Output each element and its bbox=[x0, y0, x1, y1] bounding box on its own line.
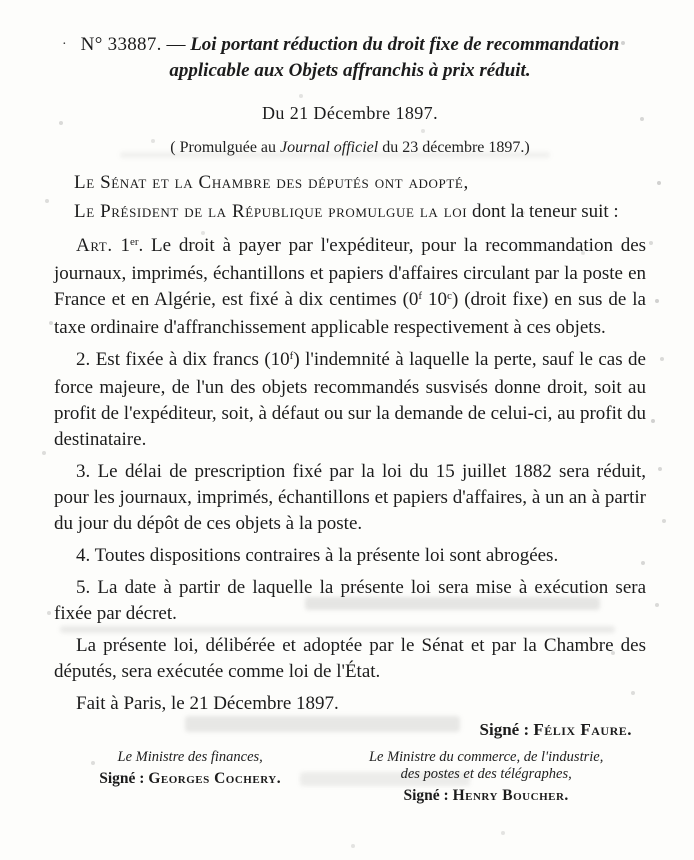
article-1-period: . bbox=[138, 235, 152, 256]
article-1-body-c: ) (droit fixe) en sus de la taxe ordinaire d'affranchissement applicable respectivement à ces objets. bbox=[54, 289, 646, 338]
law-headline-line2 bbox=[54, 58, 646, 84]
article-3-number: 3. bbox=[76, 461, 98, 482]
margin-dot: · bbox=[62, 37, 67, 52]
finance-minister-title: Le Ministre des finances, bbox=[117, 749, 263, 765]
president-name: Félix Faure. bbox=[533, 720, 632, 739]
law-title-line2: applicable aux Objets affranchis à prix réduit. bbox=[169, 60, 531, 81]
headline-separator: — bbox=[161, 34, 191, 55]
ministers-signature-block bbox=[54, 749, 646, 806]
article-1-body-a: Le droit à payer par l'expéditeur, pour la recommandation des journaux, imprimés, échantillons et papiers d'affaires circulant par la poste en France et en Algérie, est fixé à dix centimes (0 bbox=[54, 235, 647, 310]
law-headline bbox=[54, 32, 646, 84]
article-3-paragraph bbox=[54, 459, 646, 537]
commerce-minister-name: Henry Boucher. bbox=[452, 787, 569, 804]
article-2-body-b: ) l'indemnité à laquelle la perte, sauf le cas de force majeure, de l'un des objets recommandés susvisés donne droit, soit au profit de l'expéditeur, soit, à défaut ou sur la demande de celui-ci, au profit du destinataire. bbox=[54, 349, 646, 450]
article-1-ordinal-superscript: er bbox=[129, 236, 139, 248]
commerce-minister-signature bbox=[326, 749, 646, 806]
president-signature bbox=[54, 719, 646, 741]
article-4-paragraph bbox=[54, 543, 646, 569]
centime-superscript: c bbox=[447, 290, 452, 302]
promulgation-note bbox=[54, 138, 646, 158]
closing-paragraph: La présente loi, délibérée et adoptée par le Sénat et par la Chambre des députés, sera exécutée comme loi de l'État. bbox=[54, 635, 646, 682]
article-5-paragraph bbox=[54, 575, 646, 627]
finance-minister-signed-line bbox=[54, 769, 326, 789]
document-content bbox=[54, 32, 646, 806]
commerce-minister-signed-line bbox=[326, 786, 646, 806]
article-1-paragraph bbox=[54, 233, 646, 341]
journal-officiel-reference: Journal officiel bbox=[280, 139, 379, 156]
article-2-body-a: Est fixée à dix francs (10 bbox=[95, 349, 290, 370]
article-2-number: 2. bbox=[76, 349, 96, 370]
signed-label: Signé : bbox=[403, 787, 453, 804]
franc-superscript: f bbox=[418, 290, 423, 302]
law-date: Du 21 Décembre 1897. bbox=[262, 103, 438, 123]
scan-speckle-noise bbox=[0, 0, 2, 2]
adoption-text: Le Sénat et la Chambre des députés ont adopté, bbox=[74, 172, 469, 193]
law-number: N° 33887. bbox=[80, 34, 162, 55]
promulgation-formula bbox=[54, 199, 646, 225]
promulgation-formula-smallcaps: Le Président de la République promulgue la loi bbox=[74, 201, 468, 222]
adoption-line bbox=[54, 170, 646, 195]
franc-superscript: f bbox=[289, 350, 294, 362]
article-5-number: 5. bbox=[76, 577, 98, 598]
promulgation-formula-rest: dont la teneur suit : bbox=[467, 201, 619, 222]
article-4-number: 4. bbox=[76, 545, 95, 566]
signed-label: Signé : bbox=[479, 720, 534, 739]
article-4-body: Toutes dispositions contraires à la présente loi sont abrogées. bbox=[94, 545, 559, 566]
article-1-body-b: 10 bbox=[422, 289, 448, 310]
finance-minister-name: Georges Cochery. bbox=[148, 770, 282, 787]
article-3-body: Le délai de prescription fixé par la loi du 15 juillet 1882 sera réduit, pour les journaux, imprimés, échantillons et papiers d'affaires, à un an à partir du jour du dépôt de ces objets à la poste. bbox=[54, 461, 646, 534]
law-title-line1: Loi portant réduction du droit fixe de recommandation bbox=[190, 34, 620, 55]
commerce-minister-title-line2: des postes et des télégraphes, bbox=[400, 766, 572, 782]
article-1-label: Art. bbox=[76, 235, 113, 256]
promulgation-suffix: du 23 décembre 1897.) bbox=[378, 139, 530, 156]
made-at-line: Fait à Paris, le 21 Décembre 1897. bbox=[76, 693, 339, 714]
signed-label: Signé : bbox=[99, 770, 149, 787]
law-headline-line1 bbox=[54, 32, 646, 58]
article-1-number: 1 bbox=[112, 235, 130, 256]
article-5-body: La date à partir de laquelle la présente loi sera mise à exécution sera fixée par décret. bbox=[54, 577, 647, 624]
commerce-minister-title-line1: Le Ministre du commerce, de l'industrie, bbox=[368, 749, 604, 765]
promulgation-prefix: ( Promulguée au bbox=[170, 139, 281, 156]
article-2-paragraph bbox=[54, 347, 646, 453]
finance-minister-signature bbox=[54, 749, 326, 806]
